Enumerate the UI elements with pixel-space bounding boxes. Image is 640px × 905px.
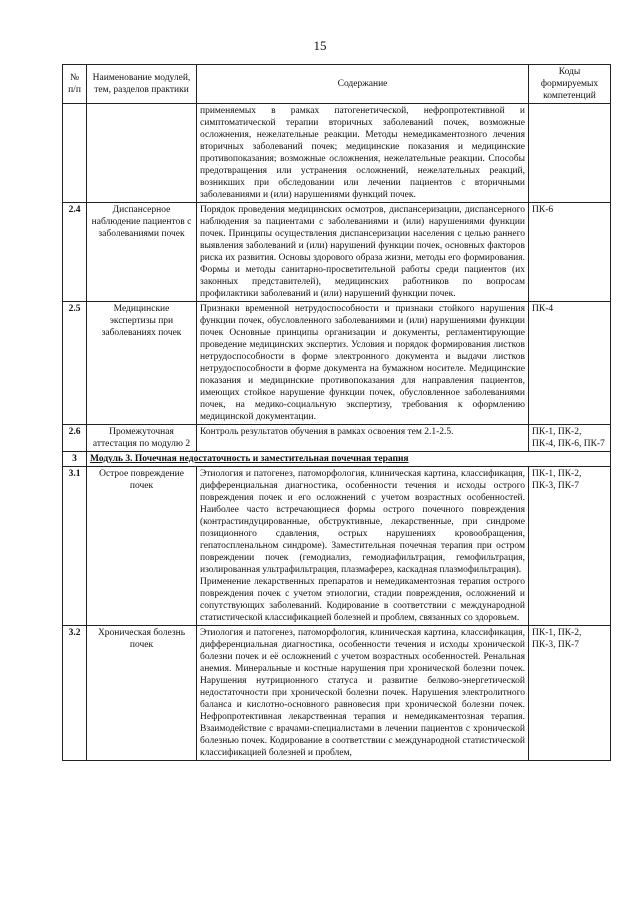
row-codes xyxy=(529,104,611,203)
row-content: Порядок проведения медицинских осмотров, диспансеризации, диспансерного наблюдения за пациентами с заболеваниями и (или) нарушениями функции почек. Принципы осуществления диспансеризации населения с целью раннего выявления заболеваний и (или) нарушений функции почек, основных факторов риска их развития. Основы здорового образа жизни, методы его формирования. Формы и методы санитарно-просветительной работы среди пациентов (их законных представителей), медицинских работников по вопросам профилактики заболеваний и (или) нарушений функции почек. xyxy=(197,203,529,302)
row-num xyxy=(63,104,87,203)
header-codes: Коды формируемых компетенций xyxy=(529,65,611,104)
practice-content-table xyxy=(62,64,611,761)
table-row xyxy=(63,425,611,452)
table-header-row xyxy=(63,65,611,104)
row-codes: ПК-6 xyxy=(529,203,611,302)
row-codes: ПК-1, ПК-2, ПК-4, ПК-6, ПК-7 xyxy=(529,425,611,452)
row-name: Промежуточная аттестация по модулю 2 xyxy=(87,425,197,452)
row-content xyxy=(197,626,529,761)
content-paragraph: Применение лекарственных препаратов и немедикаментозная терапия острого повреждения почек с учетом этиологии, стадии повреждения, осложнений и сопутствующих заболеваний. Кодирование в соответствии с международной статистической классификацией болезней и проблем, связанных со здоровьем. xyxy=(200,577,525,623)
row-num: 2.6 xyxy=(63,425,87,452)
header-content: Содержание xyxy=(197,65,529,104)
row-content: Признаки временной нетрудоспособности и признаки стойкого нарушения функции почек, обусловленного заболеваниями и (или) нарушениями функции почек Основные принципы организации и документы, регламентирующие проведение медицинских экспертиз. Условия и порядок формирования листков нетрудоспособности в форме электронного документа и выдачи листков нетрудоспособности в форме документа на бумажном носителе. Медицинские показания и медицинские противопоказания для направления пациентов, имеющих стойкое нарушение функции почек, обусловленное заболеваниями почек, на медико-социальную экспертизу, требования к оформлению медицинской документации. xyxy=(197,302,529,425)
row-codes: ПК-4 xyxy=(529,302,611,425)
row-name: Острое повреждение почек xyxy=(87,467,197,626)
content-paragraph: Этиология и патогенез, патоморфология, клиническая картина, классификация, дифференциальная диагностика, особенности течения и исходы острого повреждения почек и его осложнений с учетом возрастных особенностей. Наиболее часто встречающиеся формы острого почечного повреждения (контрастиндуцированные, обструктивные, лекарственные, при синдроме позиционного сдавления, острых нарушениях кровообращения, гепатоспленальном синдроме). Заместительная почечная терапия при остром повреждении почек (гемодиализ, гемодиафильтрация, гемофильтрация, изолированная ультрафильтрация, плазмаферез, каскадная плазмофильтрация). xyxy=(200,469,525,575)
content-paragraph: Этиология и патогенез, патоморфология, клиническая картина, классификация, дифференциальная диагностика, особенности течения и исходы хронической болезни почек и её осложнений с учетом возрастных особенностей. Ренальная анемия. Минеральные и костные нарушения при хронической болезни почек. Нарушения нутриционного статуса и развитие белково-энергетической недостаточности при хронической болезни почек. Нарушения электролитного баланса и кислотно-основного равновесия при хронической болезни почек. Нефропротективная лекарственная терапия и немедикаментозная терапия. Взаимодействие с врачами-специалистами в лечении пациентов с хронической болезнью почек. Кодирование в соответствии с международной статистической классификацией болезней и проблем, xyxy=(200,628,525,758)
row-num: 3.2 xyxy=(63,626,87,761)
module-title: Модуль 3. Почечная недостаточность и заместительная почечная терапия xyxy=(87,452,611,467)
header-name: Наименование модулей, тем, разделов практики xyxy=(87,65,197,104)
module-row xyxy=(63,452,611,467)
row-name xyxy=(87,104,197,203)
table-row xyxy=(63,302,611,425)
row-num: 3.1 xyxy=(63,467,87,626)
table-row xyxy=(63,467,611,626)
table-row xyxy=(63,626,611,761)
row-content xyxy=(197,467,529,626)
table-row xyxy=(63,203,611,302)
page-number: 15 xyxy=(313,38,327,53)
row-codes: ПК-1, ПК-2, ПК-3, ПК-7 xyxy=(529,467,611,626)
row-name: Диспансерное наблюдение пациентов с заболеваниями почек xyxy=(87,203,197,302)
header-num: № п/п xyxy=(63,65,87,104)
row-num: 2.4 xyxy=(63,203,87,302)
row-name: Хроническая болезнь почек xyxy=(87,626,197,761)
row-content: применяемых в рамках патогенетической, нефропротективной и симптоматической терапии вторичных заболеваний почек, возможные осложнения, нежелательные реакции. Методы немедикаментозного лечения вторичных заболеваний почек; медицинские показания и медицинские противопоказания; возможные осложнения, нежелательные реакции. Способы предотвращения или устранения осложнений, нежелательных реакций, возникших при обследовании или лечении пациентов с вторичными заболеваниями и (или) нарушениями функций почек. xyxy=(197,104,529,203)
table-row xyxy=(63,104,611,203)
row-num: 2.5 xyxy=(63,302,87,425)
module-num: 3 xyxy=(63,452,87,467)
row-codes: ПК-1, ПК-2, ПК-3, ПК-7 xyxy=(529,626,611,761)
row-content: Контроль результатов обучения в рамках освоения тем 2.1-2.5. xyxy=(197,425,529,452)
row-name: Медицинские экспертизы при заболеваниях почек xyxy=(87,302,197,425)
